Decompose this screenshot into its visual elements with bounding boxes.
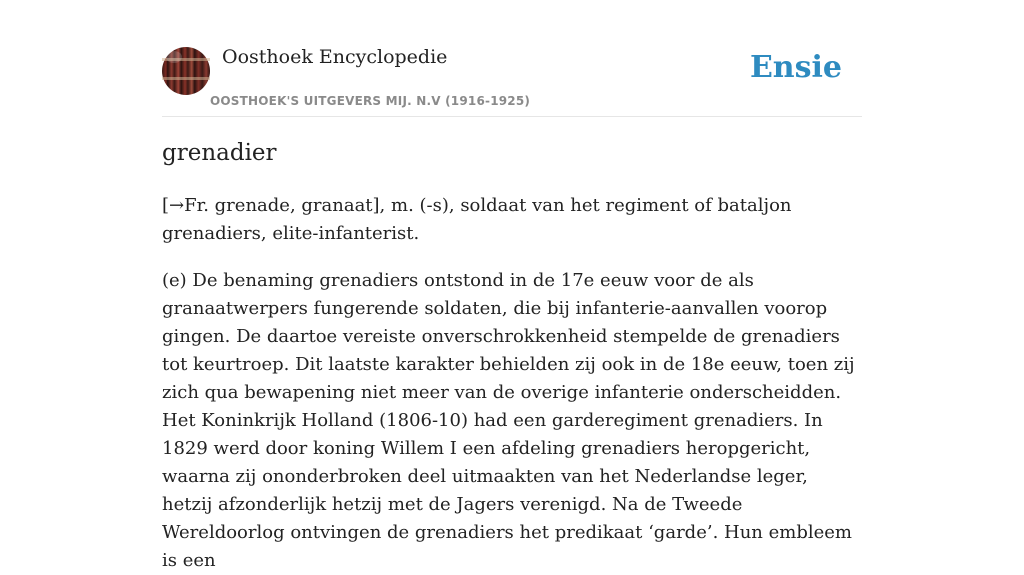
entry-definition: [→Fr. grenade, granaat], m. (-s), soldaat van het regiment of bataljon grenadiers, elite-infanterist.	[162, 195, 792, 244]
entry-title: grenadier	[162, 140, 277, 166]
content-container	[162, 0, 862, 571]
encyclopedia-books-avatar[interactable]	[162, 47, 210, 95]
publisher-subtitle: OOSTHOEK'S UITGEVERS MIJ. N.V (1916-1925)	[210, 94, 531, 108]
header	[162, 0, 862, 117]
ensie-logo[interactable]: Ensie	[749, 50, 842, 85]
avatar-highlight	[166, 51, 182, 63]
book-shelf-line	[162, 77, 210, 80]
entry-body: (e) De benaming grenadiers ontstond in de 17e eeuw voor de als granaatwerpers fungerende soldaten, die bij infanterie-aanvallen voorop gingen. De daartoe vereiste onverschrokkenheid stempelde de grenadiers tot keurtroep. Dit laatste karakter behielden zij ook in de 18e eeuw, toen zij zich qua bewapening niet meer van de overige infanterie onderscheidden. Het Koninkrijk Holland (1806-10) had een garderegiment grenadiers. In 1829 werd door koning Willem I een afdeling grenadiers heropgericht, waarna zij ononderbroken deel uitmaakten van het Nederlandse leger, hetzij afzonderlijk hetzij met de Jagers verenigd. Na de Tweede Wereldoorlog ontvingen de grenadiers het predikaat ‘garde’. Hun embleem is een	[162, 270, 855, 571]
site-title[interactable]: Oosthoek Encyclopedie	[222, 46, 448, 68]
